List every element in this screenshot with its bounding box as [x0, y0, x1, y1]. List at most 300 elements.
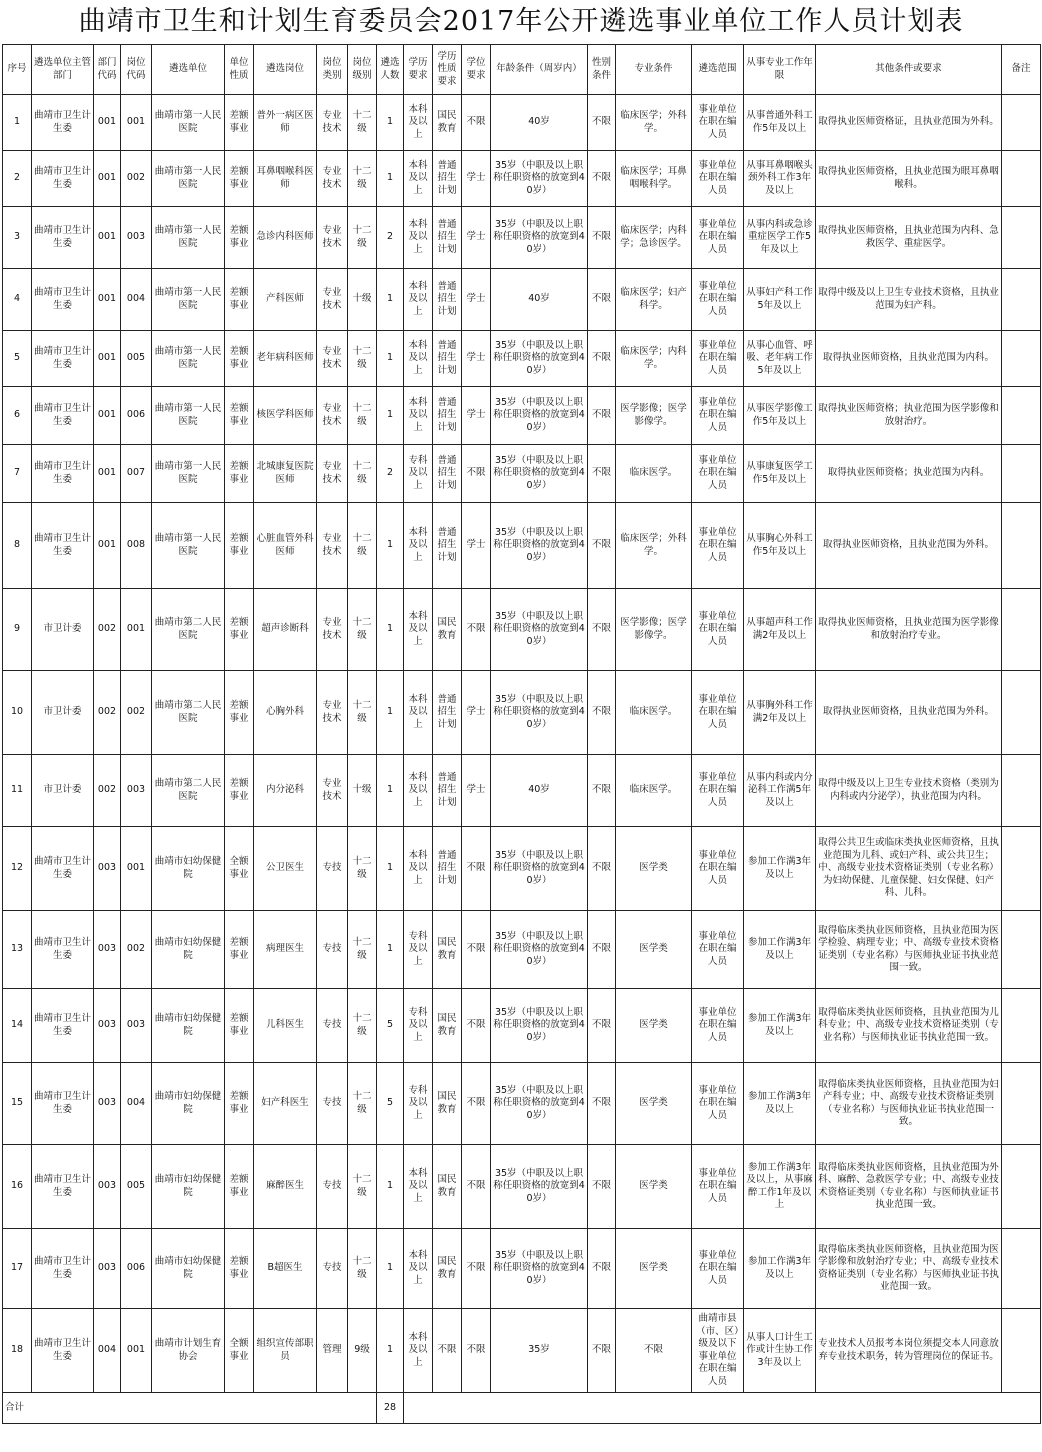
table-cell: 事业单位在职在编人员 — [692, 387, 744, 445]
table-cell: 差额事业 — [225, 911, 254, 989]
table-cell: 病理医生 — [254, 911, 317, 989]
table-cell: 取得执业医师资格，且执业范围为内科、急救医学、重症医学。 — [816, 207, 1002, 269]
table-cell: 临床医学；耳鼻咽喉科学。 — [616, 151, 692, 207]
table-cell: 003 — [94, 911, 121, 989]
table-cell: 004 — [94, 1309, 121, 1393]
table-cell: 从事超声科工作满2年及以上 — [744, 589, 816, 671]
table-cell: 002 — [94, 589, 121, 671]
table-cell: 事业单位在职在编人员 — [692, 151, 744, 207]
table-cell: 十二级 — [348, 207, 377, 269]
table-cell: 参加工作满3年及以上 — [744, 989, 816, 1063]
table-cell: 医学类 — [616, 1145, 692, 1229]
table-cell: 2 — [377, 445, 404, 503]
header-cell: 部门代码 — [94, 45, 121, 95]
table-cell: 十二级 — [348, 503, 377, 589]
table-cell: 事业单位在职在编人员 — [692, 1229, 744, 1309]
table-cell: 曲靖市卫生计生委 — [32, 827, 94, 911]
table-cell: 事业单位在职在编人员 — [692, 989, 744, 1063]
table-cell: 从事妇产科工作5年及以上 — [744, 269, 816, 331]
table-cell: 事业单位在职在编人员 — [692, 671, 744, 755]
table-cell: 普通招生计划 — [433, 269, 462, 331]
table-cell: 取得临床类执业医师资格，且执业范围为妇产科专业；中、高级专业技术资格证类别（专业名称）与医师执业证书执业范围一致。 — [816, 1063, 1002, 1145]
table-cell: 曲靖市卫生计生委 — [32, 1229, 94, 1309]
table-cell: 002 — [94, 755, 121, 827]
table-cell: 本科及以上 — [404, 331, 433, 387]
table-cell: 差额事业 — [225, 387, 254, 445]
table-cell: 专业技术 — [317, 445, 348, 503]
table-cell: 曲靖市第一人民医院 — [152, 269, 225, 331]
table-cell: 医学影像；医学影像学。 — [616, 387, 692, 445]
table-cell: 40岁 — [491, 755, 588, 827]
table-cell: 十二级 — [348, 445, 377, 503]
table-cell: 差额事业 — [225, 331, 254, 387]
table-cell: 专技 — [317, 1063, 348, 1145]
recruitment-table — [2, 44, 1041, 1424]
header-cell: 岗位类别 — [317, 45, 348, 95]
table-cell: 本科及以上 — [404, 1309, 433, 1393]
table-cell: 35岁（中职及以上职称任职资格的放宽到40岁） — [491, 151, 588, 207]
header-cell: 序号 — [3, 45, 32, 95]
table-cell: 35岁（中职及以上职称任职资格的放宽到40岁） — [491, 207, 588, 269]
table-cell: 1 — [377, 387, 404, 445]
table-cell: 005 — [121, 331, 152, 387]
table-row — [3, 1063, 1041, 1145]
table-cell: 北城康复医院医师 — [254, 445, 317, 503]
table-cell: 35岁（中职及以上职称任职资格的放宽到40岁） — [491, 331, 588, 387]
header-cell: 学历性质要求 — [433, 45, 462, 95]
table-cell: 001 — [121, 589, 152, 671]
table-cell: 001 — [121, 1309, 152, 1393]
table-row — [3, 911, 1041, 989]
table-cell: 4 — [3, 269, 32, 331]
table-cell: 本科及以上 — [404, 1145, 433, 1229]
table-cell: 超声诊断科 — [254, 589, 317, 671]
table-cell: 曲靖市第一人民医院 — [152, 387, 225, 445]
table-cell: 从事耳鼻咽喉头颈外科工作3年及以上 — [744, 151, 816, 207]
table-cell: 001 — [121, 95, 152, 151]
table-cell: 专业技术 — [317, 755, 348, 827]
table-cell: 差额事业 — [225, 1229, 254, 1309]
table-cell: 9级 — [348, 1309, 377, 1393]
table-cell: 3 — [3, 207, 32, 269]
table-cell: 8 — [3, 503, 32, 589]
table-cell: 专业技术 — [317, 503, 348, 589]
table-cell: 差额事业 — [225, 269, 254, 331]
table-cell: 曲靖市妇幼保健院 — [152, 911, 225, 989]
table-cell: 18 — [3, 1309, 32, 1393]
table-cell: 002 — [121, 671, 152, 755]
table-cell: 40岁 — [491, 95, 588, 151]
table-cell: 001 — [94, 503, 121, 589]
table-cell: 003 — [94, 1145, 121, 1229]
table-cell: 003 — [121, 989, 152, 1063]
table-cell: 专科及以上 — [404, 911, 433, 989]
table-cell — [1002, 589, 1041, 671]
table-cell: 001 — [94, 331, 121, 387]
table-cell: 专科及以上 — [404, 445, 433, 503]
table-cell: 35岁（中职及以上职称任职资格的放宽到40岁） — [491, 1145, 588, 1229]
header-cell: 遴选岗位 — [254, 45, 317, 95]
table-cell: 35岁（中职及以上职称任职资格的放宽到40岁） — [491, 827, 588, 911]
table-cell — [1002, 207, 1041, 269]
table-cell: 曲靖市计划生育协会 — [152, 1309, 225, 1393]
table-cell: 16 — [3, 1145, 32, 1229]
table-cell: 市卫计委 — [32, 671, 94, 755]
table-cell: 产科医师 — [254, 269, 317, 331]
table-cell: 临床医学。 — [616, 755, 692, 827]
table-cell: 医学类 — [616, 1229, 692, 1309]
table-row — [3, 269, 1041, 331]
table-cell: 事业单位在职在编人员 — [692, 911, 744, 989]
table-cell: 不限 — [616, 1309, 692, 1393]
table-cell: 001 — [94, 445, 121, 503]
table-cell: 12 — [3, 827, 32, 911]
table-cell: 差额事业 — [225, 445, 254, 503]
table-cell: 全额事业 — [225, 1309, 254, 1393]
table-cell: 13 — [3, 911, 32, 989]
table-cell: 从事康复医学工作5年及以上 — [744, 445, 816, 503]
table-cell: 不限 — [433, 1309, 462, 1393]
table-cell: 5 — [3, 331, 32, 387]
table-cell: 事业单位在职在编人员 — [692, 1063, 744, 1145]
table-cell: 十二级 — [348, 151, 377, 207]
table-cell: 国民教育 — [433, 989, 462, 1063]
document-title: 曲靖市卫生和计划生育委员会2017年公开遴选事业单位工作人员计划表 — [78, 6, 964, 37]
table-cell: 临床医学；外科学。 — [616, 95, 692, 151]
table-cell: 事业单位在职在编人员 — [692, 827, 744, 911]
table-cell: 十二级 — [348, 671, 377, 755]
total-empty — [404, 1393, 1041, 1424]
table-cell: 35岁（中职及以上职称任职资格的放宽到40岁） — [491, 1063, 588, 1145]
table-cell — [1002, 671, 1041, 755]
table-cell: 008 — [121, 503, 152, 589]
table-cell: 专业技术 — [317, 331, 348, 387]
table-cell — [1002, 989, 1041, 1063]
table-cell: 1 — [377, 827, 404, 911]
table-cell — [1002, 503, 1041, 589]
table-cell: 不限 — [588, 755, 616, 827]
table-cell: 17 — [3, 1229, 32, 1309]
table-cell: 内分泌科 — [254, 755, 317, 827]
table-cell: 35岁 — [491, 1309, 588, 1393]
table-cell: 不限 — [588, 503, 616, 589]
table-cell: 国民教育 — [433, 911, 462, 989]
table-cell: 参加工作满3年及以上 — [744, 827, 816, 911]
table-cell: 35岁（中职及以上职称任职资格的放宽到40岁） — [491, 589, 588, 671]
table-cell: 14 — [3, 989, 32, 1063]
table-cell: 临床医学；内科学。 — [616, 331, 692, 387]
table-cell: 005 — [121, 1145, 152, 1229]
table-cell: 本科及以上 — [404, 755, 433, 827]
table-cell: 11 — [3, 755, 32, 827]
table-cell: 35岁（中职及以上职称任职资格的放宽到40岁） — [491, 989, 588, 1063]
table-cell: 国民教育 — [433, 1229, 462, 1309]
table-cell: 002 — [121, 151, 152, 207]
table-cell: 从事内科或急诊重症医学工作5年及以上 — [744, 207, 816, 269]
table-cell: 临床医学；妇产科学。 — [616, 269, 692, 331]
table-cell: 9 — [3, 589, 32, 671]
table-cell: 从事内科或内分泌科工作满5年及以上 — [744, 755, 816, 827]
table-cell: 002 — [94, 671, 121, 755]
table-cell: 十二级 — [348, 911, 377, 989]
table-cell: 不限 — [462, 95, 491, 151]
table-cell: 2 — [377, 207, 404, 269]
header-cell: 性别条件 — [588, 45, 616, 95]
table-cell: 公卫医生 — [254, 827, 317, 911]
header-cell: 岗位级别 — [348, 45, 377, 95]
table-cell: 不限 — [588, 151, 616, 207]
table-cell: 取得临床类执业医师资格，且执业范围为外科、麻醉、急救医学专业；中、高级专业技术资格证类别（专业名称）与医师执业证书执业范围一致。 — [816, 1145, 1002, 1229]
table-cell: 曲靖市卫生计生委 — [32, 207, 94, 269]
table-cell: 专科及以上 — [404, 1063, 433, 1145]
table-cell: 本科及以上 — [404, 671, 433, 755]
table-cell: 取得执业医师资格，且执业范围为医学影像和放射治疗专业。 — [816, 589, 1002, 671]
table-cell: 专业技术人员报考本岗位须提交本人同意放弃专业技术职务，转为管理岗位的保证书。 — [816, 1309, 1002, 1393]
table-cell: 临床医学。 — [616, 445, 692, 503]
table-cell: 曲靖市县（市、区）级及以下事业单位在职在编人员 — [692, 1309, 744, 1393]
table-row — [3, 95, 1041, 151]
table-cell: 不限 — [588, 671, 616, 755]
table-cell: 差额事业 — [225, 989, 254, 1063]
table-cell: 事业单位在职在编人员 — [692, 755, 744, 827]
table-row — [3, 445, 1041, 503]
table-cell: 004 — [121, 1063, 152, 1145]
table-cell: 从事心血管、呼吸、老年病工作5年及以上 — [744, 331, 816, 387]
table-cell: 专业技术 — [317, 151, 348, 207]
table-cell: 差额事业 — [225, 95, 254, 151]
table-cell: 学士 — [462, 387, 491, 445]
table-cell: 不限 — [588, 95, 616, 151]
header-cell: 学历要求 — [404, 45, 433, 95]
table-row — [3, 387, 1041, 445]
table-cell: 学士 — [462, 503, 491, 589]
table-cell: 曲靖市卫生计生委 — [32, 989, 94, 1063]
table-cell: 老年病科医师 — [254, 331, 317, 387]
table-cell: 不限 — [462, 827, 491, 911]
header-cell: 遴选人数 — [377, 45, 404, 95]
table-cell: 差额事业 — [225, 589, 254, 671]
table-cell: 35岁（中职及以上职称任职资格的放宽到40岁） — [491, 1229, 588, 1309]
table-cell: 5 — [377, 989, 404, 1063]
table-cell: 不限 — [588, 1229, 616, 1309]
table-cell: 十级 — [348, 755, 377, 827]
table-cell: 普通招生计划 — [433, 207, 462, 269]
table-cell: 急诊内科医师 — [254, 207, 317, 269]
table-cell: 事业单位在职在编人员 — [692, 269, 744, 331]
table-cell: 曲靖市第一人民医院 — [152, 445, 225, 503]
table-cell: 001 — [94, 207, 121, 269]
table-row — [3, 827, 1041, 911]
table-cell — [1002, 1229, 1041, 1309]
table-cell: 1 — [377, 95, 404, 151]
table-cell — [1002, 1145, 1041, 1229]
table-cell: B超医生 — [254, 1229, 317, 1309]
table-cell: 1 — [3, 95, 32, 151]
table-cell: 曲靖市卫生计生委 — [32, 151, 94, 207]
table-row — [3, 671, 1041, 755]
table-cell: 十级 — [348, 269, 377, 331]
table-cell: 003 — [94, 1063, 121, 1145]
table-cell: 001 — [94, 151, 121, 207]
table-cell: 不限 — [462, 1229, 491, 1309]
table-cell: 市卫计委 — [32, 589, 94, 671]
table-cell: 专业技术 — [317, 589, 348, 671]
table-cell: 曲靖市第一人民医院 — [152, 95, 225, 151]
table-cell: 耳鼻咽喉科医师 — [254, 151, 317, 207]
table-cell: 003 — [94, 989, 121, 1063]
table-cell: 普通招生计划 — [433, 503, 462, 589]
table-cell: 不限 — [588, 1309, 616, 1393]
table-cell: 普外一病区医师 — [254, 95, 317, 151]
table-cell: 参加工作满3年及以上 — [744, 911, 816, 989]
table-cell: 1 — [377, 269, 404, 331]
table-cell: 参加工作满3年及以上，从事麻醉工作1年及以上 — [744, 1145, 816, 1229]
table-cell: 002 — [121, 911, 152, 989]
table-cell: 1 — [377, 755, 404, 827]
table-cell: 参加工作满3年及以上 — [744, 1063, 816, 1145]
table-cell: 医学类 — [616, 911, 692, 989]
table-cell: 普通招生计划 — [433, 445, 462, 503]
table-cell: 006 — [121, 387, 152, 445]
header-cell: 备注 — [1002, 45, 1041, 95]
table-cell: 003 — [121, 755, 152, 827]
table-cell: 1 — [377, 671, 404, 755]
header-cell: 遴选单位主管部门 — [32, 45, 94, 95]
table-cell: 学士 — [462, 755, 491, 827]
table-cell: 国民教育 — [433, 1145, 462, 1229]
table-cell: 001 — [94, 387, 121, 445]
table-cell: 003 — [94, 827, 121, 911]
table-cell: 35岁（中职及以上职称任职资格的放宽到40岁） — [491, 911, 588, 989]
header-cell: 遴选范围 — [692, 45, 744, 95]
table-cell: 10 — [3, 671, 32, 755]
table-cell: 临床医学；外科学。 — [616, 503, 692, 589]
header-row — [3, 45, 1041, 95]
table-cell: 取得执业医师资格，且执业范围为眼耳鼻咽喉科。 — [816, 151, 1002, 207]
table-cell: 曲靖市卫生计生委 — [32, 911, 94, 989]
table-cell: 学士 — [462, 671, 491, 755]
header-cell: 年龄条件（周岁内） — [491, 45, 588, 95]
table-cell: 曲靖市卫生计生委 — [32, 1063, 94, 1145]
total-label: 合计 — [3, 1393, 377, 1424]
table-cell: 不限 — [462, 1309, 491, 1393]
table-cell: 曲靖市第二人民医院 — [152, 589, 225, 671]
table-cell: 十二级 — [348, 589, 377, 671]
table-cell: 十二级 — [348, 989, 377, 1063]
table-cell: 核医学科医师 — [254, 387, 317, 445]
table-cell: 学士 — [462, 269, 491, 331]
table-cell: 事业单位在职在编人员 — [692, 503, 744, 589]
table-cell: 曲靖市卫生计生委 — [32, 95, 94, 151]
table-cell: 取得公共卫生或临床类执业医师资格，且执业范围为儿科、或妇产科、或公共卫生；中、高级专业技术资格证类别（专业名称）为妇幼保健、儿童保健、妇女保健、妇产科、儿科。 — [816, 827, 1002, 911]
table-cell: 差额事业 — [225, 1063, 254, 1145]
table-cell: 不限 — [588, 827, 616, 911]
table-cell: 不限 — [462, 911, 491, 989]
table-cell: 十二级 — [348, 95, 377, 151]
table-cell: 事业单位在职在编人员 — [692, 1145, 744, 1229]
table-body — [3, 95, 1041, 1393]
table-cell: 事业单位在职在编人员 — [692, 331, 744, 387]
table-cell: 取得执业医师资格，且执业范围为外科。 — [816, 503, 1002, 589]
table-cell: 管理 — [317, 1309, 348, 1393]
table-row — [3, 1309, 1041, 1393]
table-row — [3, 1229, 1041, 1309]
table-cell: 专技 — [317, 989, 348, 1063]
table-cell: 从事胸心外科工作5年及以上 — [744, 503, 816, 589]
table-cell: 1 — [377, 1229, 404, 1309]
table-cell: 本科及以上 — [404, 827, 433, 911]
table-cell: 专技 — [317, 827, 348, 911]
header-cell: 从事专业工作年限 — [744, 45, 816, 95]
table-cell: 医学类 — [616, 989, 692, 1063]
table-cell: 不限 — [588, 1063, 616, 1145]
table-cell: 不限 — [588, 387, 616, 445]
table-cell: 十二级 — [348, 827, 377, 911]
table-cell: 003 — [94, 1229, 121, 1309]
table-cell: 临床医学；内科学；急诊医学。 — [616, 207, 692, 269]
table-cell: 市卫计委 — [32, 755, 94, 827]
table-row — [3, 207, 1041, 269]
table-cell: 006 — [121, 1229, 152, 1309]
table-row — [3, 331, 1041, 387]
table-cell: 差额事业 — [225, 151, 254, 207]
table-cell: 儿科医生 — [254, 989, 317, 1063]
header-cell: 单位性质 — [225, 45, 254, 95]
table-cell: 国民教育 — [433, 1063, 462, 1145]
header-cell: 专业条件 — [616, 45, 692, 95]
table-row — [3, 589, 1041, 671]
table-cell: 本科及以上 — [404, 269, 433, 331]
table-cell: 35岁（中职及以上职称任职资格的放宽到40岁） — [491, 671, 588, 755]
table-cell: 本科及以上 — [404, 207, 433, 269]
table-cell: 不限 — [588, 207, 616, 269]
table-cell: 曲靖市卫生计生委 — [32, 445, 94, 503]
table-cell: 001 — [94, 95, 121, 151]
table-cell: 取得临床类执业医师资格，且执业范围为医学检验、病理专业；中、高级专业技术资格证类别（专业名称）与医师执业证书执业范围一致。 — [816, 911, 1002, 989]
table-cell: 曲靖市第二人民医院 — [152, 755, 225, 827]
table-cell: 差额事业 — [225, 671, 254, 755]
table-cell: 曲靖市妇幼保健院 — [152, 1063, 225, 1145]
table-cell: 004 — [121, 269, 152, 331]
table-cell: 组织宣传部职员 — [254, 1309, 317, 1393]
table-cell — [1002, 387, 1041, 445]
header-cell: 其他条件或要求 — [816, 45, 1002, 95]
table-cell: 十二级 — [348, 331, 377, 387]
table-cell: 全额事业 — [225, 827, 254, 911]
table-cell — [1002, 911, 1041, 989]
table-cell: 1 — [377, 911, 404, 989]
total-count: 28 — [377, 1393, 404, 1424]
table-cell: 取得临床类执业医师资格，且执业范围为医学影像和放射治疗专业；中、高级专业技术资格证类别（专业名称）与医师执业证书执业范围一致。 — [816, 1229, 1002, 1309]
table-cell — [1002, 269, 1041, 331]
table-cell: 本科及以上 — [404, 1229, 433, 1309]
table-cell: 不限 — [588, 989, 616, 1063]
table-cell: 曲靖市妇幼保健院 — [152, 989, 225, 1063]
table-cell: 曲靖市妇幼保健院 — [152, 1229, 225, 1309]
table-cell: 35岁（中职及以上职称任职资格的放宽到40岁） — [491, 503, 588, 589]
table-cell: 曲靖市第一人民医院 — [152, 503, 225, 589]
table-cell: 取得执业医师资格，且执业范围为外科。 — [816, 671, 1002, 755]
table-cell: 从事人口计生工作或计生协工作3年及以上 — [744, 1309, 816, 1393]
table-cell: 曲靖市卫生计生委 — [32, 331, 94, 387]
table-cell: 1 — [377, 331, 404, 387]
table-cell: 差额事业 — [225, 207, 254, 269]
table-cell: 15 — [3, 1063, 32, 1145]
table-cell: 专技 — [317, 911, 348, 989]
table-cell: 1 — [377, 589, 404, 671]
table-cell: 1 — [377, 1145, 404, 1229]
table-cell: 事业单位在职在编人员 — [692, 589, 744, 671]
